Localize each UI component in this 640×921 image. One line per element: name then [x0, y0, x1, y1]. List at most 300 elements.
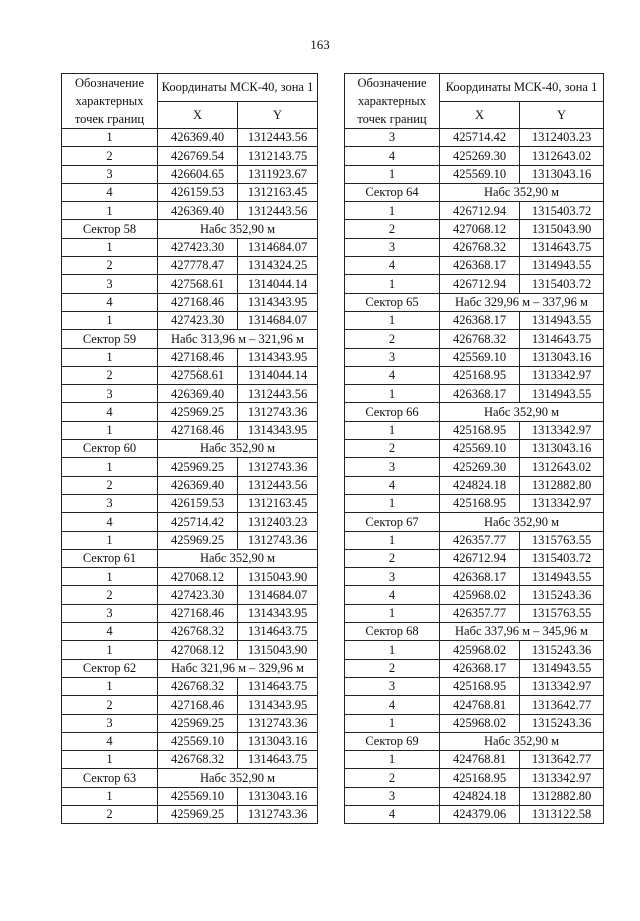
- table-row: [62, 458, 318, 476]
- y-coordinate: 1315043.90: [238, 641, 318, 659]
- x-coordinate: 425969.25: [158, 403, 238, 421]
- y-coordinate: 1312882.80: [520, 787, 604, 805]
- x-coordinate: 425968.02: [440, 714, 520, 732]
- table-row: [345, 147, 604, 165]
- point-number: 4: [345, 476, 440, 494]
- sector-row: [62, 330, 318, 348]
- x-coordinate: 425168.95: [440, 366, 520, 384]
- y-coordinate: 1314643.75: [238, 623, 318, 641]
- table-row: [345, 330, 604, 348]
- x-coordinate: 426768.32: [440, 238, 520, 256]
- sector-name: Сектор 62: [62, 659, 158, 677]
- point-number: 1: [345, 641, 440, 659]
- table-row: [345, 220, 604, 238]
- sector-name: Сектор 58: [62, 220, 158, 238]
- table-row: [62, 494, 318, 512]
- table-row: [345, 677, 604, 695]
- point-number: 4: [62, 293, 158, 311]
- table-row: [62, 623, 318, 641]
- table-row: [345, 787, 604, 805]
- table-row: [62, 403, 318, 421]
- point-number: 3: [345, 129, 440, 147]
- sector-row: [345, 183, 604, 201]
- table-row: [62, 696, 318, 714]
- table-row: [62, 531, 318, 549]
- table-row: [62, 476, 318, 494]
- x-coordinate: 424379.06: [440, 805, 520, 823]
- x-coordinate: 426357.77: [440, 604, 520, 622]
- y-coordinate: 1314044.14: [238, 366, 318, 384]
- point-number: 1: [62, 238, 158, 256]
- x-coordinate: 426368.17: [440, 568, 520, 586]
- y-coordinate: 1312143.75: [238, 147, 318, 165]
- table-row: [345, 805, 604, 823]
- table-row: [345, 476, 604, 494]
- table-row: [62, 275, 318, 293]
- x-coordinate: 425714.42: [158, 513, 238, 531]
- point-number: 2: [62, 586, 158, 604]
- point-number: 1: [345, 275, 440, 293]
- x-coordinate: 425168.95: [440, 421, 520, 439]
- x-coordinate: 427568.61: [158, 275, 238, 293]
- y-coordinate: 1313342.97: [520, 769, 604, 787]
- sector-name: Сектор 65: [345, 293, 440, 311]
- point-number: 3: [345, 568, 440, 586]
- x-coordinate: 427068.12: [440, 220, 520, 238]
- y-coordinate: 1312743.36: [238, 714, 318, 732]
- table-row: [62, 513, 318, 531]
- y-coordinate: 1312443.56: [238, 129, 318, 147]
- y-coordinate: 1313342.97: [520, 677, 604, 695]
- table-row: [62, 311, 318, 329]
- y-coordinate: 1314943.55: [520, 659, 604, 677]
- table-row: [62, 787, 318, 805]
- table-row: [345, 348, 604, 366]
- x-coordinate: 425569.10: [158, 787, 238, 805]
- sector-height: Набс 352,90 м: [440, 513, 604, 531]
- x-coordinate: 425168.95: [440, 677, 520, 695]
- point-number: 1: [62, 531, 158, 549]
- table-row: [62, 348, 318, 366]
- y-coordinate: 1312443.56: [238, 476, 318, 494]
- sector-height: Набс 352,90 м: [440, 403, 604, 421]
- point-number: 3: [345, 458, 440, 476]
- point-number: 3: [62, 604, 158, 622]
- x-coordinate: 426369.40: [158, 202, 238, 220]
- y-coordinate: 1313043.16: [520, 348, 604, 366]
- x-coordinate: 425969.25: [158, 805, 238, 823]
- x-coordinate: 426369.40: [158, 476, 238, 494]
- point-number: 1: [345, 604, 440, 622]
- y-coordinate: 1312443.56: [238, 202, 318, 220]
- point-number: 1: [345, 421, 440, 439]
- x-coordinate: 426769.54: [158, 147, 238, 165]
- x-coordinate: 424824.18: [440, 787, 520, 805]
- table-row: [345, 257, 604, 275]
- x-coordinate: 425168.95: [440, 494, 520, 512]
- table-row: [62, 586, 318, 604]
- point-number: 2: [345, 330, 440, 348]
- x-column-header: X: [158, 101, 238, 128]
- x-coordinate: 425968.02: [440, 641, 520, 659]
- table-row: [345, 458, 604, 476]
- point-number: 1: [345, 202, 440, 220]
- sector-height: Набс 352,90 м: [158, 220, 318, 238]
- table-row: [345, 275, 604, 293]
- y-coordinate: 1312403.23: [520, 129, 604, 147]
- x-coordinate: 427778.47: [158, 257, 238, 275]
- sector-row: [345, 732, 604, 750]
- table-row: [345, 641, 604, 659]
- table-row: [62, 147, 318, 165]
- y-coordinate: 1315243.36: [520, 714, 604, 732]
- point-number: 1: [62, 568, 158, 586]
- table-row: [345, 421, 604, 439]
- point-number: 1: [345, 494, 440, 512]
- x-coordinate: 427423.30: [158, 311, 238, 329]
- table-row: [345, 549, 604, 567]
- sector-height: Набс 352,90 м: [158, 440, 318, 458]
- coordinates-header: Координаты МСК-40, зона 1: [158, 74, 318, 102]
- y-coordinate: 1313122.58: [520, 805, 604, 823]
- y-coordinate: 1314684.07: [238, 586, 318, 604]
- x-coordinate: 426159.53: [158, 183, 238, 201]
- x-coordinate: 427423.30: [158, 238, 238, 256]
- point-number: 2: [345, 659, 440, 677]
- y-coordinate: 1313043.16: [520, 440, 604, 458]
- coordinates-table-right: [344, 73, 604, 824]
- sector-row: [62, 549, 318, 567]
- sector-height: Набс 313,96 м – 321,96 м: [158, 330, 318, 348]
- point-number: 2: [62, 366, 158, 384]
- x-coordinate: 427168.46: [158, 421, 238, 439]
- point-number: 1: [62, 202, 158, 220]
- y-coordinate: 1313043.16: [238, 732, 318, 750]
- point-number: 3: [345, 348, 440, 366]
- x-coordinate: 425969.25: [158, 714, 238, 732]
- table-row: [62, 293, 318, 311]
- point-number: 3: [62, 385, 158, 403]
- x-coordinate: 426357.77: [440, 531, 520, 549]
- table-row: [62, 385, 318, 403]
- x-coordinate: 425269.30: [440, 147, 520, 165]
- sector-row: [62, 220, 318, 238]
- point-number: 1: [345, 531, 440, 549]
- y-coordinate: 1315403.72: [520, 549, 604, 567]
- y-coordinate: 1314684.07: [238, 311, 318, 329]
- point-number: 3: [345, 238, 440, 256]
- y-coordinate: 1314943.55: [520, 311, 604, 329]
- y-coordinate: 1315763.55: [520, 531, 604, 549]
- x-coordinate: 424768.81: [440, 696, 520, 714]
- table-body-right: [345, 129, 604, 824]
- y-coordinate: 1313642.77: [520, 751, 604, 769]
- x-coordinate: 427068.12: [158, 568, 238, 586]
- point-number: 1: [345, 751, 440, 769]
- point-number: 4: [62, 513, 158, 531]
- point-number: 1: [62, 751, 158, 769]
- sector-row: [62, 769, 318, 787]
- table-row: [62, 604, 318, 622]
- table-row: [62, 641, 318, 659]
- table-row: [62, 183, 318, 201]
- y-coordinate: 1314643.75: [520, 330, 604, 348]
- x-coordinate: 425968.02: [440, 586, 520, 604]
- x-coordinate: 427168.46: [158, 293, 238, 311]
- y-coordinate: 1313342.97: [520, 421, 604, 439]
- sector-row: [62, 440, 318, 458]
- y-coordinate: 1312743.36: [238, 403, 318, 421]
- table-row: [62, 714, 318, 732]
- table-row: [345, 714, 604, 732]
- sector-height: Набс 337,96 м – 345,96 м: [440, 623, 604, 641]
- y-coordinate: 1315243.36: [520, 586, 604, 604]
- table-row: [345, 769, 604, 787]
- y-coordinate: 1315043.90: [238, 568, 318, 586]
- y-coordinate: 1314684.07: [238, 238, 318, 256]
- point-number: 1: [345, 385, 440, 403]
- y-coordinate: 1312743.36: [238, 805, 318, 823]
- table-row: [62, 366, 318, 384]
- table-row: [345, 165, 604, 183]
- point-number: 2: [62, 147, 158, 165]
- point-number: 2: [62, 805, 158, 823]
- point-number: 1: [345, 714, 440, 732]
- sector-name: Сектор 59: [62, 330, 158, 348]
- y-coordinate: 1315403.72: [520, 202, 604, 220]
- y-coordinate: 1314943.55: [520, 568, 604, 586]
- y-coordinate: 1314343.95: [238, 604, 318, 622]
- x-coordinate: 425168.95: [440, 769, 520, 787]
- x-coordinate: 425714.42: [440, 129, 520, 147]
- x-coordinate: 427168.46: [158, 604, 238, 622]
- point-number: 2: [345, 220, 440, 238]
- y-coordinate: 1312643.02: [520, 458, 604, 476]
- point-number: 4: [345, 257, 440, 275]
- x-coordinate: 425969.25: [158, 531, 238, 549]
- table-row: [345, 696, 604, 714]
- y-coordinate: 1313043.16: [520, 165, 604, 183]
- x-coordinate: 426368.17: [440, 311, 520, 329]
- point-number: 1: [345, 165, 440, 183]
- x-coordinate: 424768.81: [440, 751, 520, 769]
- point-designation-header: Обозначение характерных точек границ: [62, 74, 158, 129]
- sector-row: [62, 659, 318, 677]
- x-coordinate: 424824.18: [440, 476, 520, 494]
- sector-row: [345, 513, 604, 531]
- table-row: [345, 440, 604, 458]
- point-number: 2: [345, 440, 440, 458]
- y-coordinate: 1313342.97: [520, 494, 604, 512]
- y-coordinate: 1314943.55: [520, 385, 604, 403]
- y-coordinate: 1314343.95: [238, 348, 318, 366]
- table-row: [62, 677, 318, 695]
- table-row: [345, 202, 604, 220]
- table-row: [62, 751, 318, 769]
- point-number: 2: [62, 257, 158, 275]
- sector-height: Набс 329,96 м – 337,96 м: [440, 293, 604, 311]
- x-coordinate: 426768.32: [158, 751, 238, 769]
- y-coordinate: 1313342.97: [520, 366, 604, 384]
- x-coordinate: 425569.10: [440, 440, 520, 458]
- sector-height: Набс 352,90 м: [440, 732, 604, 750]
- y-column-header: Y: [238, 101, 318, 128]
- table-row: [62, 165, 318, 183]
- y-coordinate: 1314643.75: [238, 751, 318, 769]
- y-coordinate: 1314343.95: [238, 696, 318, 714]
- x-coordinate: 427068.12: [158, 641, 238, 659]
- table-row: [345, 311, 604, 329]
- y-coordinate: 1314044.14: [238, 275, 318, 293]
- point-number: 4: [345, 366, 440, 384]
- table-row: [62, 805, 318, 823]
- point-number: 1: [62, 677, 158, 695]
- coordinates-header: Координаты МСК-40, зона 1: [440, 74, 604, 102]
- x-coordinate: 426712.94: [440, 202, 520, 220]
- y-coordinate: 1315763.55: [520, 604, 604, 622]
- y-coordinate: 1314343.95: [238, 293, 318, 311]
- y-coordinate: 1311923.67: [238, 165, 318, 183]
- sector-name: Сектор 67: [345, 513, 440, 531]
- point-number: 1: [62, 787, 158, 805]
- x-coordinate: 426768.32: [158, 677, 238, 695]
- point-number: 1: [345, 311, 440, 329]
- y-coordinate: 1313642.77: [520, 696, 604, 714]
- y-coordinate: 1315043.90: [520, 220, 604, 238]
- point-number: 3: [345, 787, 440, 805]
- sector-name: Сектор 66: [345, 403, 440, 421]
- sector-name: Сектор 61: [62, 549, 158, 567]
- point-number: 3: [345, 677, 440, 695]
- y-coordinate: 1315243.36: [520, 641, 604, 659]
- y-coordinate: 1312743.36: [238, 458, 318, 476]
- sector-height: Набс 352,90 м: [158, 549, 318, 567]
- y-coordinate: 1314343.95: [238, 421, 318, 439]
- table-row: [345, 494, 604, 512]
- x-coordinate: 426368.17: [440, 385, 520, 403]
- point-number: 1: [62, 311, 158, 329]
- x-coordinate: 427423.30: [158, 586, 238, 604]
- x-coordinate: 426369.40: [158, 129, 238, 147]
- table-row: [62, 568, 318, 586]
- sector-name: Сектор 69: [345, 732, 440, 750]
- x-coordinate: 427168.46: [158, 696, 238, 714]
- table-row: [345, 604, 604, 622]
- table-row: [62, 129, 318, 147]
- point-number: 4: [62, 403, 158, 421]
- x-coordinate: 426768.32: [158, 623, 238, 641]
- point-number: 3: [62, 275, 158, 293]
- table-row: [345, 129, 604, 147]
- y-coordinate: 1312163.45: [238, 494, 318, 512]
- x-coordinate: 425569.10: [158, 732, 238, 750]
- x-coordinate: 426604.65: [158, 165, 238, 183]
- x-coordinate: 425969.25: [158, 458, 238, 476]
- x-coordinate: 426712.94: [440, 549, 520, 567]
- point-number: 2: [62, 476, 158, 494]
- table-row: [345, 385, 604, 403]
- table-body-left: [62, 129, 318, 824]
- sector-height: Набс 352,90 м: [440, 183, 604, 201]
- x-coordinate: 426368.17: [440, 257, 520, 275]
- table-row: [62, 257, 318, 275]
- sector-row: [345, 623, 604, 641]
- table-row: [62, 202, 318, 220]
- x-coordinate: 426768.32: [440, 330, 520, 348]
- y-coordinate: 1314643.75: [238, 677, 318, 695]
- point-number: 4: [345, 147, 440, 165]
- point-number: 3: [62, 165, 158, 183]
- x-column-header: X: [440, 101, 520, 128]
- y-coordinate: 1312643.02: [520, 147, 604, 165]
- sector-name: Сектор 68: [345, 623, 440, 641]
- table-row: [345, 238, 604, 256]
- sector-height: Набс 352,90 м: [158, 769, 318, 787]
- table-row: [345, 751, 604, 769]
- sector-row: [345, 293, 604, 311]
- table-row: [62, 238, 318, 256]
- y-coordinate: 1314324.25: [238, 257, 318, 275]
- y-coordinate: 1313043.16: [238, 787, 318, 805]
- x-coordinate: 425569.10: [440, 348, 520, 366]
- x-coordinate: 426712.94: [440, 275, 520, 293]
- table-row: [345, 659, 604, 677]
- sector-name: Сектор 60: [62, 440, 158, 458]
- point-number: 4: [62, 732, 158, 750]
- y-coordinate: 1315403.72: [520, 275, 604, 293]
- point-number: 4: [345, 805, 440, 823]
- table-row: [345, 531, 604, 549]
- x-coordinate: 426369.40: [158, 385, 238, 403]
- x-coordinate: 425569.10: [440, 165, 520, 183]
- x-coordinate: 427168.46: [158, 348, 238, 366]
- y-coordinate: 1312882.80: [520, 476, 604, 494]
- point-number: 3: [62, 714, 158, 732]
- point-number: 2: [345, 769, 440, 787]
- table-row: [345, 366, 604, 384]
- point-number: 4: [62, 183, 158, 201]
- x-coordinate: 426159.53: [158, 494, 238, 512]
- point-number: 1: [62, 641, 158, 659]
- y-column-header: Y: [520, 101, 604, 128]
- sector-name: Сектор 64: [345, 183, 440, 201]
- y-coordinate: 1314643.75: [520, 238, 604, 256]
- point-number: 2: [62, 696, 158, 714]
- point-number: 1: [62, 421, 158, 439]
- x-coordinate: 426368.17: [440, 659, 520, 677]
- page-number: 163: [310, 37, 330, 52]
- table-row: [62, 421, 318, 439]
- sector-name: Сектор 63: [62, 769, 158, 787]
- y-coordinate: 1312403.23: [238, 513, 318, 531]
- point-number: 1: [62, 348, 158, 366]
- table-row: [345, 586, 604, 604]
- point-number: 4: [345, 696, 440, 714]
- sector-row: [345, 403, 604, 421]
- table-row: [345, 568, 604, 586]
- x-coordinate: 427568.61: [158, 366, 238, 384]
- y-coordinate: 1314943.55: [520, 257, 604, 275]
- coordinates-table-left: [61, 73, 318, 824]
- point-number: 4: [62, 623, 158, 641]
- point-number: 2: [345, 549, 440, 567]
- y-coordinate: 1312743.36: [238, 531, 318, 549]
- y-coordinate: 1312163.45: [238, 183, 318, 201]
- y-coordinate: 1312443.56: [238, 385, 318, 403]
- point-number: 1: [62, 458, 158, 476]
- point-number: 3: [62, 494, 158, 512]
- table-row: [62, 732, 318, 750]
